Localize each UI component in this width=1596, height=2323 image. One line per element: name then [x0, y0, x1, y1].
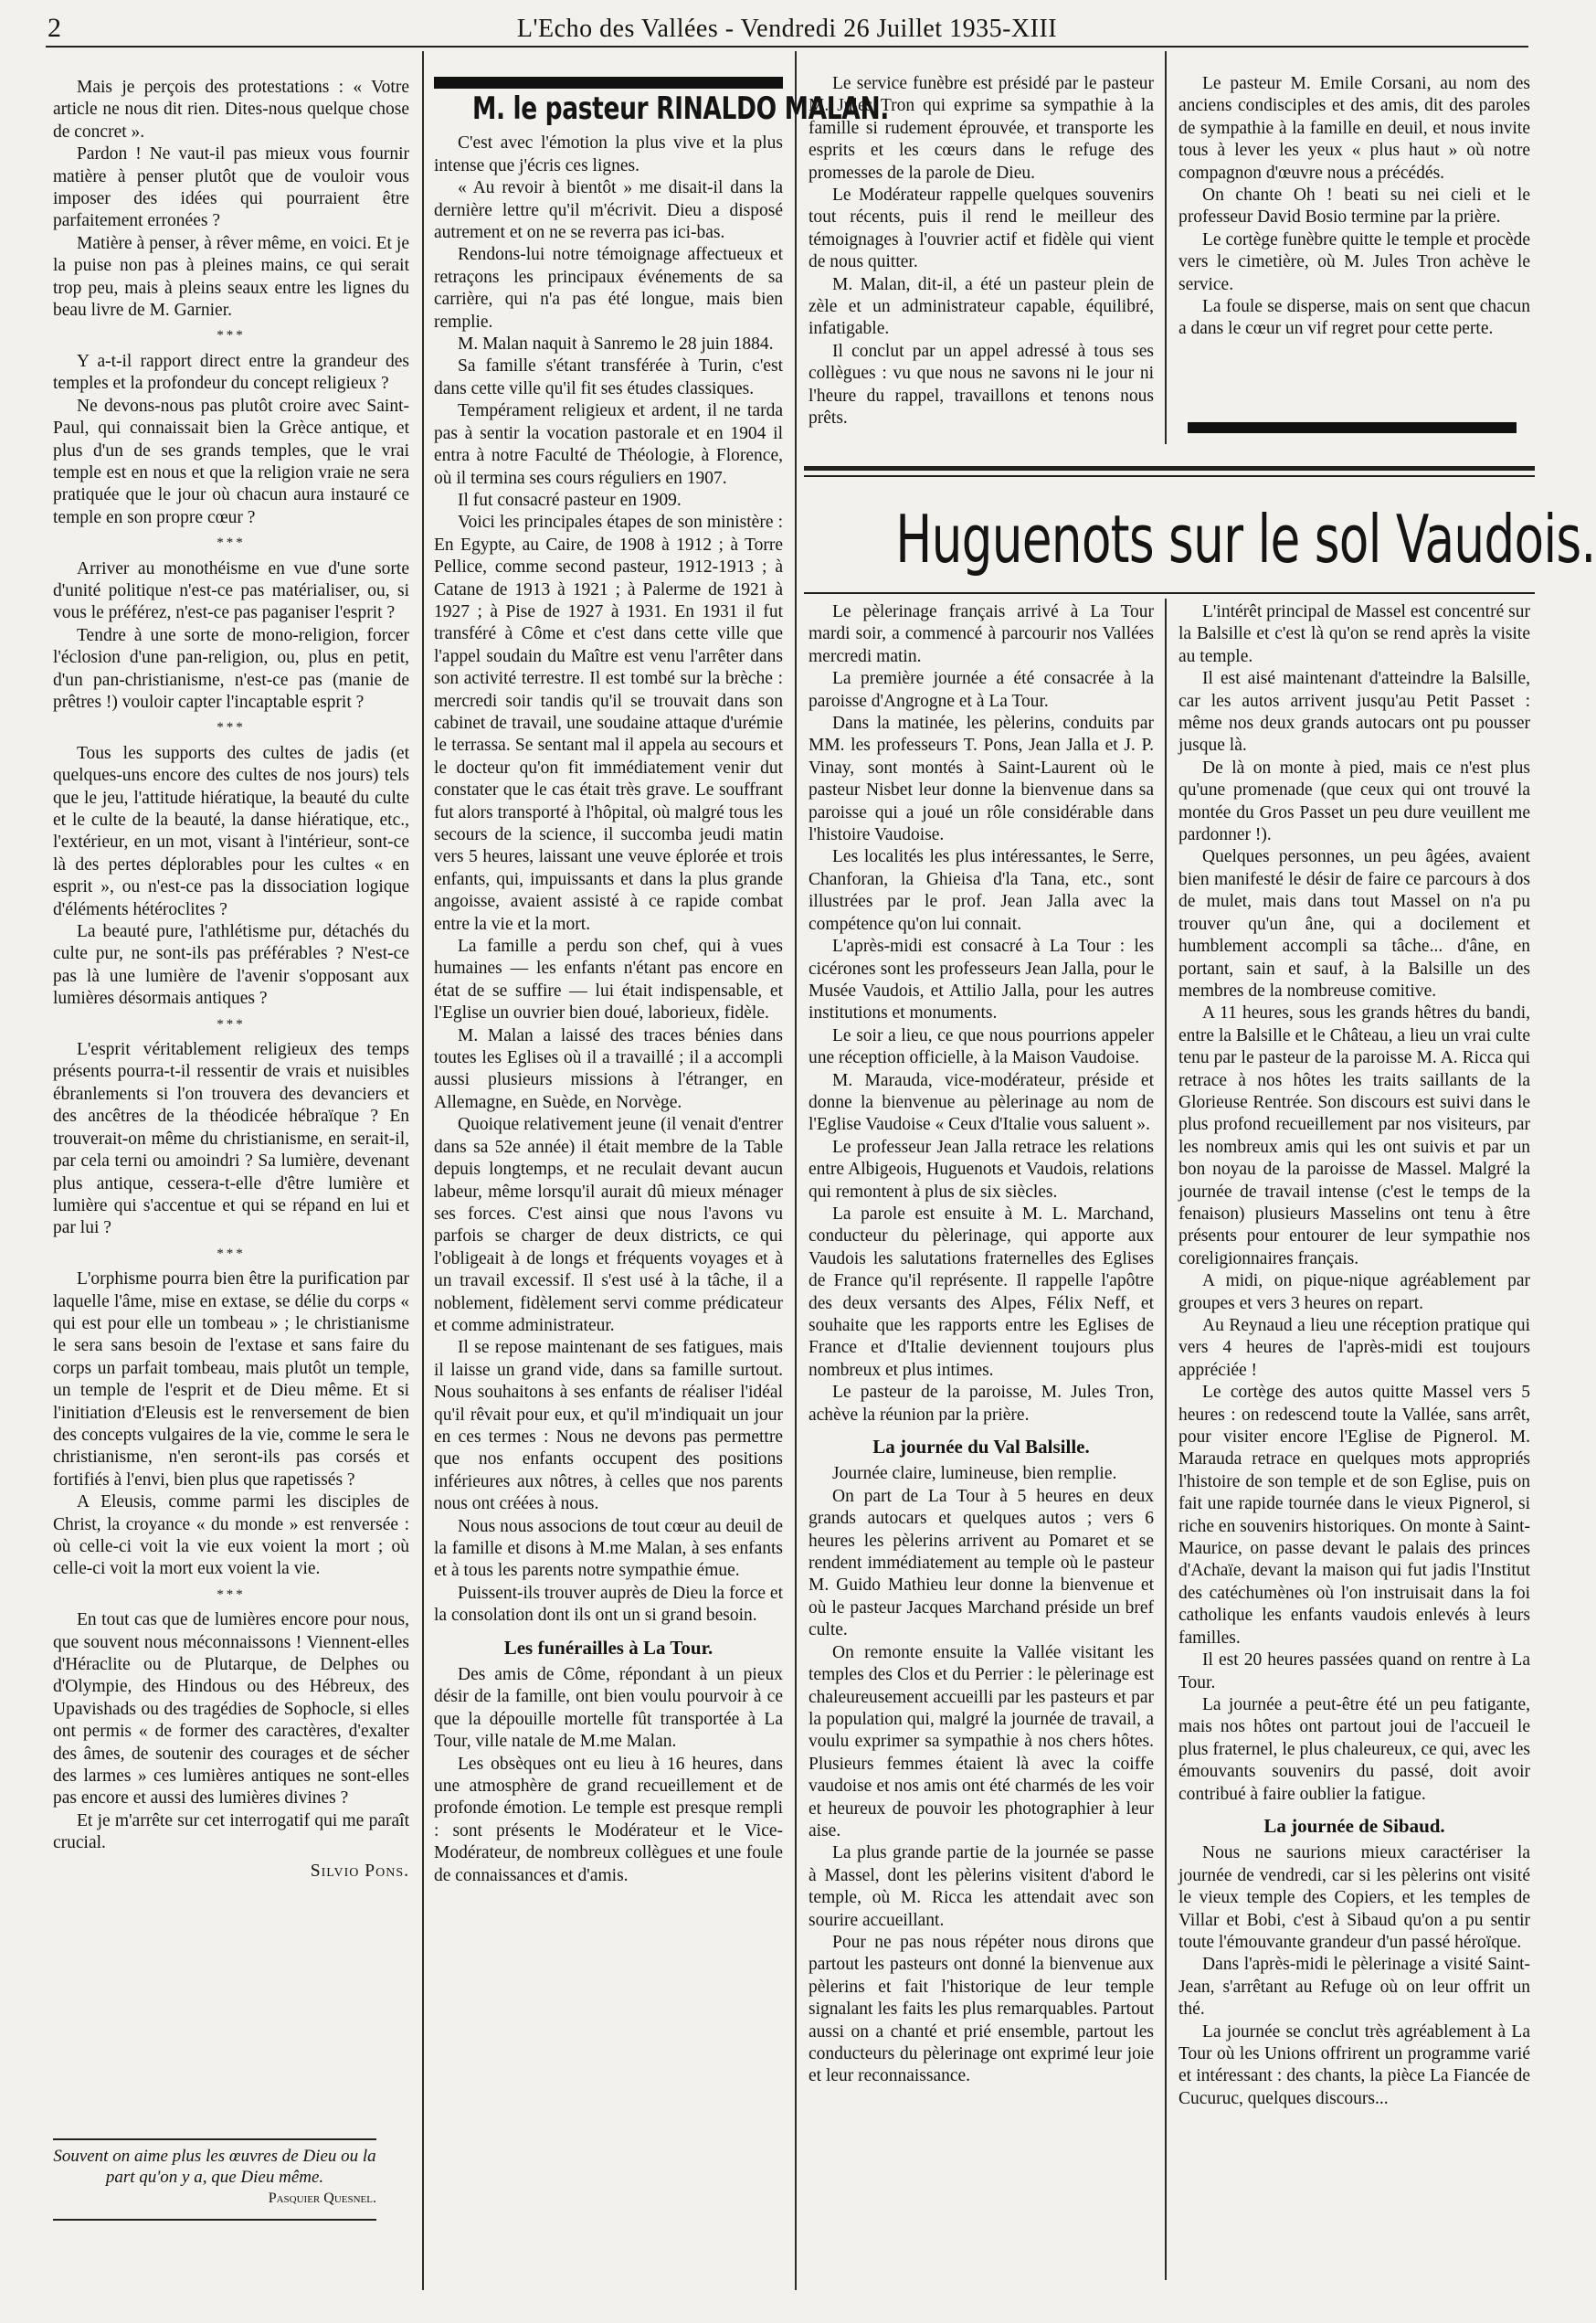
section-subhead: La journée de Sibaud. — [1263, 1814, 1445, 1837]
paragraph: Voici les principales étapes de son ministère : En Egypte, au Caire, de 1908 à 1912 ; à Torre Pellice, comme second pasteur, 1912-1913 ; à Catane de 1913 à 1921 ; à Palerme de 1921 à 1927 ; à Pise de 1927 à 1931. En 1931 il fut transféré à Côme et c'est dans cette ville que l'appel soudain du Maître est venu l'arrêter dans son activité terrestre. Il est tombé sur la brèche : mercredi soir tandis qu'il se trouvait dans son cabinet de travail, une soudaine attaque d'urémie le terrassa. Se sentant mal il appela au secours et le docteur qu'on fit immédiatement venir dut constater que le cas était très grave. Le souffrant fut alors transporté à l'hôpital, où malgré tous les secours de la science, il succomba jeudi matin vers 5 heures, laissant une veuve éplorée et trois enfants, qui, impuissants et dans la plus grande angoisse, avaient assisté à ce rapide combat entre la vie et la mort. — [434, 513, 783, 934]
column-4-huguenots — [1179, 601, 1530, 2283]
separator: *** — [217, 536, 246, 551]
paragraph: La journée se conclut très agréablement à La Tour où les Unions offrirent un programme varié et intéressant : des chants, la pièce La Fiancée de Cucuruc, quelques discours... — [1179, 2021, 1530, 2108]
paragraph: Tendre à une sorte de mono-religion, forcer l'éclosion d'une pan-religion, ou, plus en petit, d'un pan-christianisme, n'est-ce pas (manie de prêtres !) vouloir capter l'incaptable esprit ? — [53, 625, 409, 712]
huguenots-headline: Huguenots sur le sol Vaudois. — [895, 501, 1596, 578]
divider — [804, 592, 1535, 594]
paragraph: Nous ne saurions mieux caractériser la journée de vendredi, car si les pèlerins ont visité le vieux temple des Copiers, et les temples de Villar et Bobi, c'est à Sibaud qu'on a pu sentir toute l'émouvante grandeur d'un passé héroïque. — [1179, 1843, 1530, 1952]
paragraph: La parole est ensuite à M. L. Marchand, conducteur du pèlerinage, qui apporte aux Vaudois les salutations fraternelles des Eglises de France qu'il représente. Il rappelle l'apôtre des deux versants des Alpes, Félix Neff, et souhaite que les rapports entre les Eglises de France et d'Italie deviennent toujours plus nombreux et plus intimes. — [809, 1204, 1154, 1380]
paragraph: La plus grande partie de la journée se passe à Massel, dont les pèlerins visitent d'abord le temple, où M. Ricca les attendait avec son sourire accueillant. — [809, 1843, 1154, 1930]
paragraph: Le pasteur de la paroisse, M. Jules Tron, achève la réunion par la prière. — [809, 1383, 1154, 1425]
paragraph: Quelques personnes, un peu âgées, avaient bien manifesté le désir de faire ce parcours à dos de mulet, mais dans tout Massel on n'a pu trouver qu'un âne, qui a docilement et humblement accompli sa tâche... d'âne, en portant, sain et sauf, à la Balsille un des membres de la nombreuse comitive. — [1179, 847, 1530, 1001]
paragraph: Il se repose maintenant de ses fatigues, mais il laisse un grand vide, dans sa famille surtout. Nous souhaitons à ses enfants de réaliser l'idéal qu'il rêvait pour eux, et qu'il m'indiquait un jour en ces termes : Nous ne devons pas permettre que nos enfants occupent des positions inférieures aux nôtres, à celles que nos parents nous ont créées à nous. — [434, 1338, 783, 1514]
paragraph: L'esprit véritablement religieux des temps présents pourra-t-il ressentir de vrais et nuisibles ébranlements si l'on trouvera des devanciers et des ancêtres de la théodicée hébraïque ? En trouverait-on même du christianisme, en serait-il, par cela terni ou amoindri ? Sa lumière, devenant plus antique, cessera-t-elle d'être lumière et lumière qui s'accentue et qui se répand en lui et par lui ? — [53, 1040, 409, 1238]
paragraph: « Au revoir à bientôt » me disait-il dans la dernière lettre qu'il m'écrivit. Dieu a disposé autrement et on ne se reverra pas ici-bas. — [434, 178, 783, 243]
divider — [804, 475, 1535, 477]
divider — [53, 2138, 376, 2140]
masthead-title: L'Echo des Vallées - Vendredi 26 Juillet 1935-XIII — [516, 15, 1058, 43]
paragraph: Le service funèbre est présidé par le pasteur M. Jules Tron qui exprime sa sympathie à la famille si rudement éprouvée, et transporte les esprits et les cœurs dans le refuge des promesses de la parole de Dieu. — [809, 74, 1154, 183]
article-headline: M. le pasteur RINALDO MALAN. — [472, 90, 889, 127]
paragraph: L'intérêt principal de Massel est concentré sur la Balsille et c'est là qu'on se rend après la visite au temple. — [1179, 602, 1530, 666]
paragraph: Le cortège funèbre quitte le temple et procède vers le cimetière, où M. Jules Tron achève le service. — [1179, 229, 1530, 294]
paragraph: Le professeur Jean Jalla retrace les relations entre Albigeois, Huguenots et Vaudois, relations qui remontent à plus de six siècles. — [809, 1137, 1154, 1202]
paragraph: Et je m'arrête sur cet interrogatif qui me paraît crucial. — [53, 1810, 409, 1853]
paragraph: C'est avec l'émotion la plus vive et la plus intense que j'écris ces lignes. — [434, 133, 783, 175]
separator: *** — [217, 328, 246, 344]
separator: *** — [217, 1016, 246, 1032]
paragraph: Tempérament religieux et ardent, il ne tarda pas à sentir la vocation pastorale et en 1904 il entra à notre Faculté de Théologie, à Florence, où il termina ses cours réguliers en 1907. — [434, 401, 783, 488]
paragraph: M. Malan a laissé des traces bénies dans toutes les Eglises où il a travaillé ; il a accompli aussi plusieurs missions à l'étranger, en Allemagne, en Suède, en Norvège. — [434, 1025, 783, 1112]
column-1 — [53, 77, 409, 2124]
black-bar — [1188, 422, 1517, 433]
paragraph: La journée a peut-être été un peu fatigante, mais nos hôtes ont partout joui de l'accueil le plus fraternel, le plus chaleureux, ce qui, avec les émouvants souvenirs du passé, doit avoir contribué à faire oublier la fatigue. — [1179, 1694, 1530, 1804]
paragraph: Sa famille s'étant transférée à Turin, c'est dans cette ville qu'il fit ses études classiques. — [434, 356, 783, 398]
paragraph: La beauté pure, l'athlétisme pur, détachés du culte pur, ne sont-ils pas préférables ? N'est-ce pas là une lumière de l'avenir s'opposant aux lumières désormais antiques ? — [53, 922, 409, 1009]
paragraph: Mais je perçois des protestations : « Votre article ne nous dit rien. Dites-nous quelque chose de concret ». — [53, 78, 409, 142]
section-subhead: Les funérailles à La Tour. — [503, 1636, 713, 1659]
quote-text: Souvent on aime plus les œuvres de Dieu ou la part qu'on y a, que Dieu même. — [53, 2147, 376, 2187]
paragraph: Il conclut par un appel adressé à tous ses collègues : vu que nous ne savons ni le jour ni l'heure du rappel, travaillons et tenons nous prêts. — [809, 341, 1154, 429]
paragraph: M. Malan, dit-il, a été un pasteur plein de zèle et un administrateur capable, équilibré, infatigable. — [809, 274, 1154, 339]
paragraph: Matière à penser, à rêver même, en voici. Et je la puise non pas à pleines mains, ce qui serait trop peu, mais à pleins seaux entre les lignes du beau livre de M. Garnier. — [53, 233, 409, 321]
paragraph: Pour ne pas nous répéter nous dirons que partout les pasteurs ont donné la bienvenue aux pèlerins et fait l'historique de leur temple signalant les faits les plus remarquables. Partout aussi on a chanté et prié ensemble, partout les conducteurs du pèlerinage ont exprimé leur joie et leur reconnaissance. — [809, 1932, 1154, 2086]
paragraph: Il est aisé maintenant d'atteindre la Balsille, car les autos arrivent jusqu'au Petit Passet : même nos deux grands autocars ont pu pousser jusque là. — [1179, 669, 1530, 756]
column-divider — [1165, 599, 1167, 2280]
section-subhead: La journée du Val Balsille. — [872, 1436, 1090, 1459]
masthead — [46, 13, 1528, 48]
paragraph: A Eleusis, comme parmi les disciples de Christ, la croyance « du monde » est renversée : où celle-ci voit la vie eux voient la mort ; où celle-ci voit la mort eux voient la vie. — [53, 1492, 409, 1579]
paragraph: Journée claire, lumineuse, bien remplie. — [832, 1464, 1117, 1484]
separator: *** — [217, 720, 246, 736]
paragraph: On remonte ensuite la Vallée visitant les temples des Clos et du Perrier : le pèlerinage est chaleureusement accueilli par les pasteurs et par la population qui, malgré la journée de travail, a voulu exprimer sa sympathie à nos chers hôtes. Plusieurs femmes étaient là avec la coiffe vaudoise et nos amis ont été charmés de les voir et heureux de pouvoir les photographier à leur aise. — [809, 1642, 1154, 1840]
paragraph: Rendons-lui notre témoignage affectueux et retraçons les principaux événements de sa carrière, qui n'a pas été longue, mais bien remplie. — [434, 245, 783, 332]
divider — [804, 466, 1535, 471]
paragraph: Les localités les plus intéressantes, le Serre, Chanforan, la Ghieisa d'la Tana, etc., sont illustrées par le prof. Jean Jalla avec la compétence qu'on lui connait. — [809, 847, 1154, 934]
paragraph: Y a-t-il rapport direct entre la grandeur des temples et la profondeur du concept religieux ? — [53, 351, 409, 394]
paragraph: Il est 20 heures passées quand on rentre à La Tour. — [1179, 1650, 1530, 1692]
paragraph: Quoique relativement jeune (il venait d'entrer dans sa 52e année) il était membre de la Table depuis longtemps, et ne reculait devant aucun labeur, même lorsqu'il aurait dû mieux ménager ses forces. C'est ainsi que nous l'avons vu parfois se charger de deux districts, ce qui l'obligeait à de longs et fréquents voyages et à un travail excessif. Il s'est usé à la tâche, il a noblement, fidèlement servi comme prédicateur et comme administrateur. — [434, 1115, 783, 1335]
column-divider — [1165, 51, 1167, 444]
paragraph: On chante Oh ! beati su nei cieli et le professeur David Bosio termine par la prière. — [1179, 186, 1530, 228]
paragraph: Le soir a lieu, ce que nous pourrions appeler une réception officielle, à la Maison Vaudoise. — [809, 1025, 1154, 1068]
divider — [53, 2219, 376, 2221]
paragraph: La foule se disperse, mais on sent que chacun a dans le cœur un vif regret pour cette perte. — [1179, 297, 1530, 339]
column-3-huguenots — [809, 601, 1154, 2283]
paragraph: On part de La Tour à 5 heures en deux grands autocars et quelques autos ; vers 6 heures les pèlerins arrivent au Pomaret et se rendent immédiatement au temple où le pasteur M. Guido Mathieu leur donne la bienvenue et où le pasteur Jacques Marchand préside un bref culte. — [809, 1486, 1154, 1640]
paragraph: A 11 heures, sous les grands hêtres du bandi, entre la Balsille et le Château, a lieu un vrai culte tenu par le pasteur de la paroisse M. A. Ricca qui retrace à nos hôtes les traits saillants de la Glorieuse Rentrée. Son discours est suivi dans le plus profond recueillement par nos visiteurs, par les nombreux amis qui les ont suivis et par un bon noyau de la paroisse de Massel. Malgré la journée de travail intense (c'est le temps de la fenaison) plusieurs Masselins ont tenu à être présents pour entourer de leur sympathie nos coreligionnaires français. — [1179, 1003, 1530, 1268]
paragraph: Le Modérateur rappelle quelques souvenirs tout récents, puis il rend le meilleur des témoignages à l'ouvrier actif et fidèle qui vient de nous quitter. — [809, 186, 1154, 272]
paragraph: Au Reynaud a lieu une réception pratique qui vers 4 heures de l'après-midi est toujours appréciée ! — [1179, 1316, 1530, 1380]
paragraph: Des amis de Côme, répondant à un pieux désir de la famille, ont bien voulu pourvoir à ce que la dépouille mortelle fût transportée à La Tour, ville natale de M.me Malan. — [434, 1665, 783, 1752]
author-signature: Silvio Pons. — [310, 1861, 409, 1881]
paragraph: Puissent-ils trouver auprès de Dieu la force et la consolation dont ils ont un si grand besoin. — [434, 1583, 783, 1626]
column-divider — [795, 51, 797, 2290]
quote-author: Pasquier Quesnel. — [268, 2190, 376, 2206]
paragraph: Le cortège des autos quitte Massel vers 5 heures : on redescend toute la Vallée, sans arrêt, pour visiter encore l'Eglise de Pignerol. M. Marauda retrace en quelques mots appropriés l'histoire de son temple et de son Eglise, puis on fait une rapide tournée dans le vieux Pignerol, si riche en souvenirs historiques. On monte à Saint-Maurice, on passe devant le palais des princes d'Achaïe, devant la maison qui fut jadis l'Institut des catéchumènes où l'on instruisait dans la foi catholique les enfants vaudois enlevés à leurs familles. — [1179, 1383, 1530, 1648]
separator: *** — [217, 1246, 246, 1261]
paragraph: Tous les supports des cultes de jadis (et quelques-uns encore des cultes de nos jours) tels que le jeu, l'attitude hiératique, la beauté du culte et le culte de la beauté, la danse hiératique, etc., l'extérieur, en un mot, visant à l'intérieur, sont-ce là des pertes déplorables pour les cultes « en esprit », ou n'est-ce pas la dissociation logique d'éléments hétéroclites ? — [53, 743, 409, 919]
column-4-top — [1179, 73, 1530, 411]
paragraph: L'après-midi est consacré à La Tour : les cicérones sont les professeurs Jean Jalla, pour le Musée Vaudois, et Attilio Jalla, pour les autres institutions et monuments. — [809, 937, 1154, 1024]
paragraph: Arriver au monothéisme en vue d'une sorte d'unité politique n'est-ce pas matérialiser, ou, si vous le préférez, n'est-ce pas paganiser l'esprit ? — [53, 558, 409, 623]
paragraph: M. Marauda, vice-modérateur, préside et donne la bienvenue au pèlerinage au nom de l'Eglise Vaudoise « Ceux d'Italie vous saluent ». — [809, 1070, 1154, 1135]
black-bar — [434, 77, 783, 89]
paragraph: Les obsèques ont eu lieu à 16 heures, dans une atmosphère de grand recueillement et de profonde émotion. Le temple est presque rempli : sont présents le Modérateur et le Vice-Modérateur, de nombreux collègues et une foule de connaissances et d'amis. — [434, 1754, 783, 1885]
paragraph: Le pasteur M. Emile Corsani, au nom des anciens condisciples et des amis, dit des paroles de sympathie à la famille en deuil, et nous invite tous à lever les yeux « plus haut » où notre compagnon d'œuvre nous a précédés. — [1179, 74, 1530, 183]
paragraph: Nous nous associons de tout cœur au deuil de la famille et disons à M.me Malan, à ses enfants et à tous les parents notre sympathie émue. — [434, 1516, 783, 1581]
paragraph: L'orphisme pourra bien être la purification par laquelle l'âme, mise en extase, se délie du corps « qui est pour elle un tombeau » ; le christianisme le sera sans besoin de l'extase et sans faire du corps un parfait tombeau, mais plutôt un temple, un temple de l'esprit et de Dieu même. Et si l'initiation d'Eleusis est le renversement de bien des concepts vulgaires de la vie, comme le sera le christianisme, n'en seront-ils pas corsés et fortifiés à l'envi, bien plus que rapetissés ? — [53, 1269, 409, 1490]
separator: *** — [217, 1586, 246, 1602]
paragraph: Il fut consacré pasteur en 1909. — [458, 490, 682, 510]
page-number: 2 — [48, 13, 61, 43]
paragraph: De là on monte à pied, mais ce n'est plus qu'une promenade (que ceux qui ont trouvé la montée du Gros Passet un peu dure veuillent me pardonner !). — [1179, 758, 1530, 845]
paragraph: La famille a perdu son chef, qui à vues humaines — les enfants n'étant pas encore en état de se suffire — lui était indispensable, et l'Eglise un ouvrier bien doué, laborieux, fidèle. — [434, 937, 783, 1024]
paragraph: Dans l'après-midi le pèlerinage a visité Saint-Jean, s'arrêtant au Refuge où on leur offrit un thé. — [1179, 1955, 1530, 2020]
column-divider — [422, 51, 424, 2290]
column-3-top — [809, 73, 1154, 457]
paragraph: A midi, on pique-nique agréablement par groupes et vers 3 heures on repart. — [1179, 1271, 1530, 1313]
paragraph: Le pèlerinage français arrivé à La Tour mardi soir, a commencé à parcourir nos Vallées mercredi matin. — [809, 602, 1154, 666]
paragraph: Ne devons-nous pas plutôt croire avec Saint-Paul, qui connaissait bien la Grèce antique, et plus d'un de ses grands temples, que le vrai temple est en nous et que la religion vraie ne sera pratiquée que le jour où chacun aura instauré ce temple en son propre cœur ? — [53, 396, 409, 527]
paragraph: Dans la matinée, les pèlerins, conduits par MM. les professeurs T. Pons, Jean Jalla et J. P. Vinay, sont montés à Saint-Laurent où le pasteur Nisbet leur donne la bienvenue dans sa paroisse qui a joué un rôle considérable dans l'histoire Vaudoise. — [809, 714, 1154, 845]
quote-box — [53, 2146, 376, 2209]
paragraph: Pardon ! Ne vaut-il pas mieux vous fournir matière à penser plutôt que de vouloir vous imposer des idées qui pourraient être parfaitement erronées ? — [53, 144, 409, 231]
paragraph: La première journée a été consacrée à la paroisse d'Angrogne et à La Tour. — [809, 669, 1154, 711]
paragraph: En tout cas que de lumières encore pour nous, que souvent nous méconnaissons ! Viennent-elles d'Héraclite ou de Plutarque, de Delphes ou d'Olympie, des Hindous ou des Hébreux, des Upavishads ou des tragédies de Sophocle, si elles ont permis « de former des caractères, d'exalter des âmes, de soutenir des courages et de sécher des larmes » ces lumières antiques ne sont-elles pas encore et aussi des lumières divines ? — [53, 1610, 409, 1809]
column-2 — [434, 77, 889, 2279]
paragraph: M. Malan naquit à Sanremo le 28 juin 1884. — [458, 334, 774, 355]
